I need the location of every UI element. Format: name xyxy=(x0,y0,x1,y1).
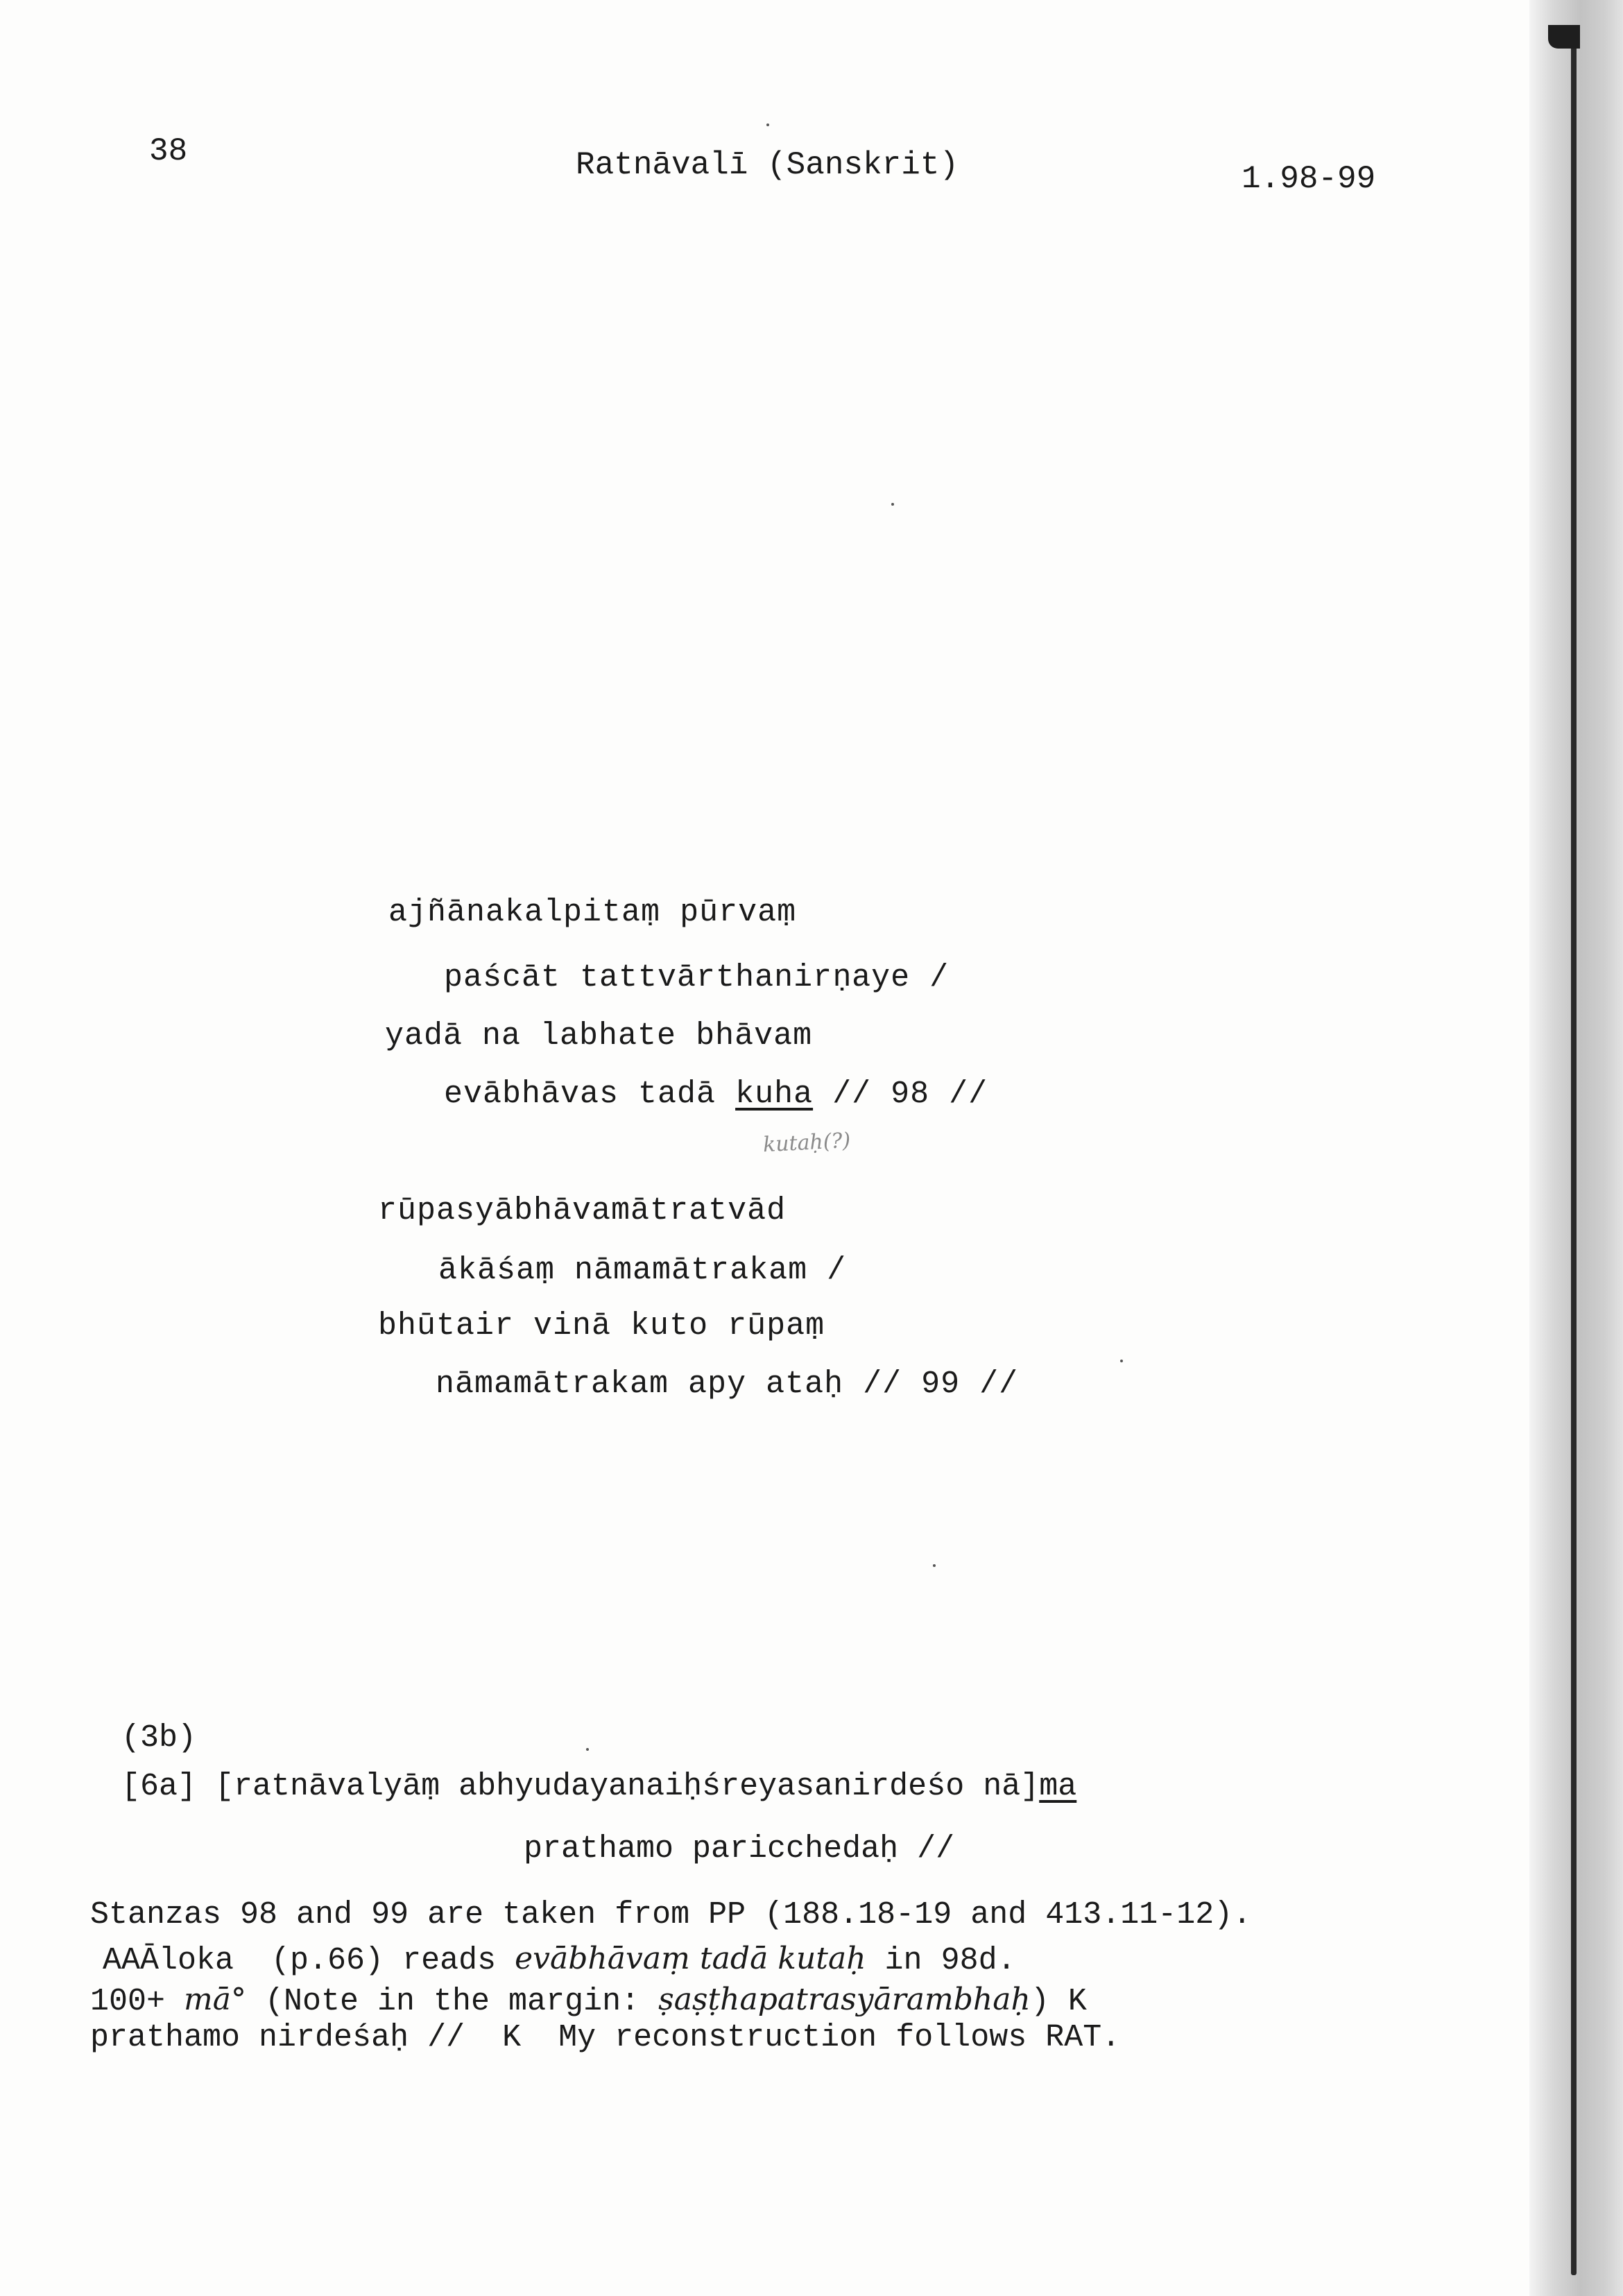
footnote-line-3-mid: (Note in the margin: xyxy=(246,1984,659,2019)
footnote-line-3-post: ) K xyxy=(1030,1984,1087,2019)
scan-speck xyxy=(933,1564,936,1567)
verse-98-line-d xyxy=(444,1077,988,1112)
verse-98-line-d-post: // 98 // xyxy=(813,1077,988,1112)
footnote-line-2-post: in 98d. xyxy=(866,1943,1016,1978)
footnote-line-2 xyxy=(103,1941,1016,1978)
footnote-line-1: Stanzas 98 and 99 are taken from PP (188.18-19 and 413.11-12). xyxy=(90,1897,1252,1933)
footnote-line-3-italic-1: mā° xyxy=(184,1982,246,2017)
footnote-line-3-pre: 100+ xyxy=(90,1984,184,2019)
page-number: 38 xyxy=(149,133,188,169)
scan-speck xyxy=(1120,1360,1123,1362)
footnote-line-4: prathamo nirdeśaḥ // K My reconstruction follows RAT. xyxy=(90,2020,1121,2055)
footnote-line-2-pre: AAĀloka (p.66) reads xyxy=(103,1943,515,1978)
verse-98-line-b: paścāt tattvārthanirṇaye / xyxy=(444,960,950,995)
scan-speck xyxy=(586,1748,589,1751)
scan-spine-corner xyxy=(1548,25,1580,49)
colophon-line-1-text: [6a] [ratnāvalyāṃ abhyudayanaiḥśreyasanirdeśo nā] xyxy=(121,1769,1040,1804)
scan-spine-edge xyxy=(1571,28,1577,2275)
folio-marker: (3b) xyxy=(121,1720,197,1756)
footnote-line-3 xyxy=(90,1982,1087,2019)
verse-99-line-b: ākāśaṃ nāmamātrakam / xyxy=(438,1253,847,1288)
verse-98-line-c: yadā na labhate bhāvam xyxy=(385,1018,813,1054)
verse-99-line-a: rūpasyābhāvamātratvād xyxy=(378,1193,787,1228)
scan-speck xyxy=(766,123,769,126)
scan-speck xyxy=(891,503,894,506)
verse-98-line-d-pre: evābhāvas tadā xyxy=(444,1077,736,1112)
footnote-line-2-italic: evābhāvaṃ tadā kutaḥ xyxy=(515,1941,866,1976)
colophon-underlined-syllable: ma xyxy=(1039,1769,1077,1804)
verse-range: 1.98-99 xyxy=(1242,161,1376,197)
page-title: Ratnāvalī (Sanskrit) xyxy=(576,147,959,183)
verse-99-line-d: nāmamātrakam apy ataḥ // 99 // xyxy=(436,1367,1019,1402)
verse-98-underlined-word: kuha xyxy=(735,1077,814,1112)
verse-99-line-c: bhūtair vinā kuto rūpaṃ xyxy=(378,1308,825,1344)
footnote-line-3-italic-2: ṣaṣṭhapatrasyārambhaḥ xyxy=(658,1982,1031,2017)
colophon-line-2: prathamo paricchedaḥ // xyxy=(524,1831,955,1867)
verse-98-line-a: ajñānakalpitaṃ pūrvaṃ xyxy=(388,895,797,930)
colophon-line-1 xyxy=(121,1769,1076,1804)
handwritten-margin-note: kutaḥ(?) xyxy=(762,1128,852,1158)
